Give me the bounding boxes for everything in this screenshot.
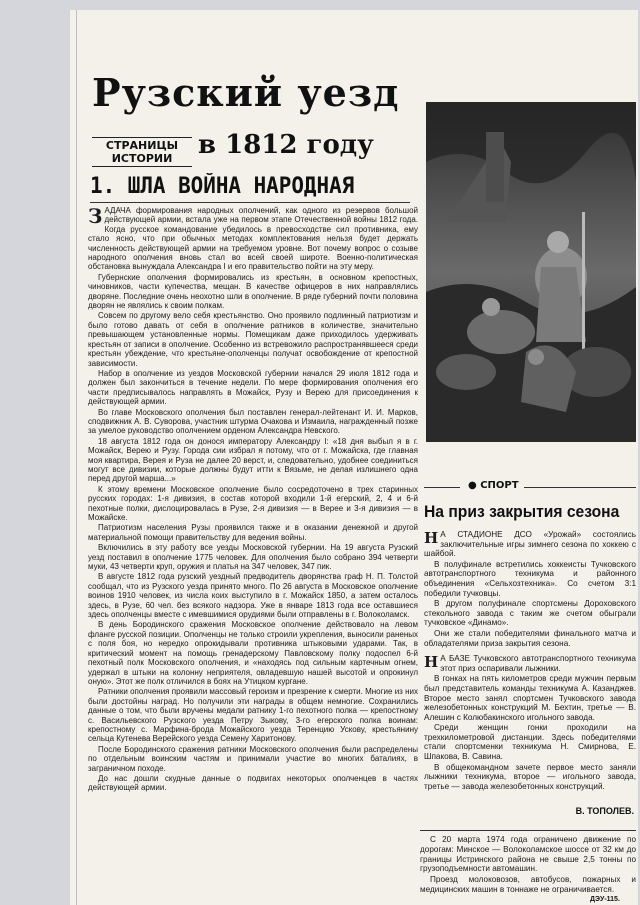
article-paragraph: Совсем по другому вело себя крестьянство. Оно проявило подлинный патриотизм и было готово давать от себя в ополчение ратников в количестве, значительно превышающем установленные нормы. Помещикам даже приходилось удерживать крестьян от записи в ополчение. Особенно из встревожило распространявшееся среди крестьян убеждение, что крестьяне-ополченцы получат освобождение от крепостной зависимости. [88,311,418,368]
article-paragraph: Ратники ополчения проявили массовый героизм и презрение к смерти. Многие из них были достойны наград. Но получили эти награды в общем немногие. Сохранились данные о том, что были вручены медали ратнику 1-го пехотного полка — крепостному с. Васильевского Рузского уезда Петру Зыкову, 3-го егерского полка воинам: крепостному с. Марфина-брода Можайского уезда Теренцию Ускову, крестьянину сельца Кутенева Верейского уезда Семену Харитонову. [88,687,418,744]
issuer-code: ДЭУ-115. [590,896,620,903]
rubric-label [92,137,192,167]
notice-paragraph: С 20 марта 1974 года ограничено движение по дорогам: Минское — Волоколамское шоссе от 32 км до границы Истринского района не свыше 2,5 тонны по грузоподъемности автомашин. [420,835,636,874]
sport-paragraph: Они же стали победителями финального матча и обладателями приза закрытия сезона. [424,628,636,648]
article-paragraph: После Бородинского сражения ратники Московского ополчения были распределены по отдельным воинским частям и принимали участие во многих баталиях, в заграничном походе. [88,744,418,773]
sport-paragraph: В общекомандном зачете первое место заняли лыжники техникума, второе — игольного завода, третье — завода железобетонных конструкций. [424,762,636,791]
traffic-notice [420,830,636,897]
sport-rubric [424,480,636,494]
notice-paragraph: Проезд молоковозов, автобусов, пожарных и медицинских машин в тоннаже не ограничивается. [420,875,636,894]
sport-paragraph: В гонках на пять километров среди мужчин первым был представитель команды техникума А. Казанджев. Второе место занял спортсмен Тучковского завода железобетонных конструкций М. Бехтин, третье — В. Алешин с Колюбакинского игольного завода. [424,674,636,722]
article-paragraph: В день Бородинского сражения Московское ополчение действовало на левом фланге русской позиции. Ополченцы не только строили укрепления, выносили раненых с поля боя, но нередко опрокидывали противника штыковыми ударами. Так, в критический момент на помощь гренадерскому Павловскому полку подоспел 6-й пехотный полк Московского ополчения, и «находясь под сильным картечным огнем, удержал в штыки на колонну неприятеля, овладевшую нашей высотой и опрокинул оную». Этот же полк отличился в боях на Утицком кургане. [88,620,418,686]
article-paragraph: Патриотизм населения Рузы проявился также и в оказании денежной и другой материальной помощи правительству для ведения войны. [88,523,418,542]
article-paragraph: Набор в ополчение из уездов Московской губернии начался 29 июля 1812 года и должен был закончиться в течение недели. По мере формирования ополчения его части предписывалось направлять в Можайск, Рузу и Верею для присоединения к действующей армии. [88,368,418,407]
sport-paragraph: В другом полуфинале спортсмены Дороховского стекольного завода с таким же счетом обыграли тучковское «Динамо». [424,599,636,628]
heading-rule [90,202,410,203]
article-paragraph: В августе 1812 года рузский уездный предводитель дворянства граф Н. П. Толстой сообщал, что из Рузского уезда принято много. По 26 августа в Московское ополчение воинов 1910 человек, из числа коих выступило в г. Можайск 1850, а затем осталось здесь, в Рузе, 60 чел. без всякого надзора. Уже в январе 1813 года все оставшиеся здесь ополченцы вместе с имевшимися орудиями были отправлены в г. Волоколамск. [88,572,418,620]
engraving-illustration [426,102,636,442]
article-body [88,206,418,896]
article-paragraph: Губернские ополчения формировались из крестьян, в основном крепостных, чиновников, части купечества, мещан. В качестве офицеров в них направлялись дворяне. Последние очень неохотно шли в ополчение. В ряде губерний почти половина дворян не являлись к своим полкам. [88,272,418,311]
sport-paragraph: Н А БАЗЕ Тучковского автотранспортного техникума этот приз оспаривали лыжники. [424,653,636,673]
newspaper-page [70,10,638,905]
article-paragraph: Во главе Московского ополчения был поставлен генерал-лейтенант И. И. Марков, сподвижник А. В. Суворова, участник штурма Очакова и Измаила, награжденный позже за умелое руководство ополчением орденом Александра Невского. [88,407,418,436]
sport-author: В. ТОПОЛЕВ. [575,806,634,816]
article-paragraph: К этому времени Московское ополчение было сосредоточено в трех старинных русских городах: 1-я дивизия, в состав которой входили 1-й егерский, 2, 4 и 6-й пехотные полки, дислоцировалась в Рузе, 2-я дивизия — в Верее и 3-я дивизия — в Можайске. [88,484,418,522]
article-paragraph: Включились в эту работу все уезды Московской губернии. На 19 августа Рузский уезд поставил в ополчение 1775 человек. Для ополчения было собрано 394 четверти муки, 43 четверти круп, оружия и платья на 347 человек, 347 пик. [88,543,418,572]
rubric-line-2: ИСТОРИИ [111,152,173,165]
sport-paragraph: В полуфинале встретились хоккеисты Тучковского автотранспортного техникума и районного объединения «Сельхозтехника». Со счетом 3:1 победили тучковцы. [424,559,636,598]
headline: Рузский уезд [92,70,400,115]
headline-year: в 1812 году [198,130,374,160]
page-fold-line [76,10,77,905]
chapter-heading: 1. ШЛА ВОЙНА НАРОДНАЯ [90,174,355,199]
article-paragraph: ЗАДАЧА формирования народных ополчений, как одного из резервов большой действующей армии, встала уже на первом этапе Отечественной войны 1812 года. Когда русское командование убедилось в превосходстве сил противника, ему стало ясно, что при обычных методах комплектования нельзя будет держать численность действующей армии на требуемом уровне. Вот почему вопрос о созыве народного ополчения вновь стал во всей своей широте. Военно-политическая обстановка вынуждала Александра I и его правительство пойти на эту меру. [88,206,418,272]
rubric-line-1: СТРАНИЦЫ [105,139,179,152]
sport-article-body [424,530,636,830]
sport-paragraph: Н А СТАДИОНЕ ДСО «Урожай» состоялись заключительные игры зимнего сезона по хоккею с шайбой. [424,530,636,559]
sport-paragraph: Среди женщин гонки проходили на трехкилометровой дистанции. Здесь победителями стали спортсменки техникума Н. Смирнова, Е. Шпакова, В. Савина. [424,723,636,762]
article-paragraph: До нас дошли скудные данные о подвигах некоторых ополченцев в частях действующей армии. [88,773,418,793]
rubric-rule-left [424,487,460,488]
sport-headline: На приз закрытия сезона [424,502,620,521]
partisans-engraving [426,102,636,442]
sport-rubric-label: ● СПОРТ [464,480,523,491]
dropcap: Н [424,530,439,547]
dropcap: З [88,206,103,228]
article-paragraph: 18 августа 1812 года он донося императору Александру I: «18 дня выбыл я в г. Можайск, Верею и Рузу. Города сии избрал я потому, что от г. Можайска, где главная моя квартира, Верея и Руза не далее 20 верст, и, следовательно, удобнее соединиться могут все дивизии, которые должны будут итти к Вязьме, не делая излишнего одна перед другой марша...» [88,436,418,484]
dropcap: Н [424,653,439,672]
rubric-rule-right [524,487,636,488]
